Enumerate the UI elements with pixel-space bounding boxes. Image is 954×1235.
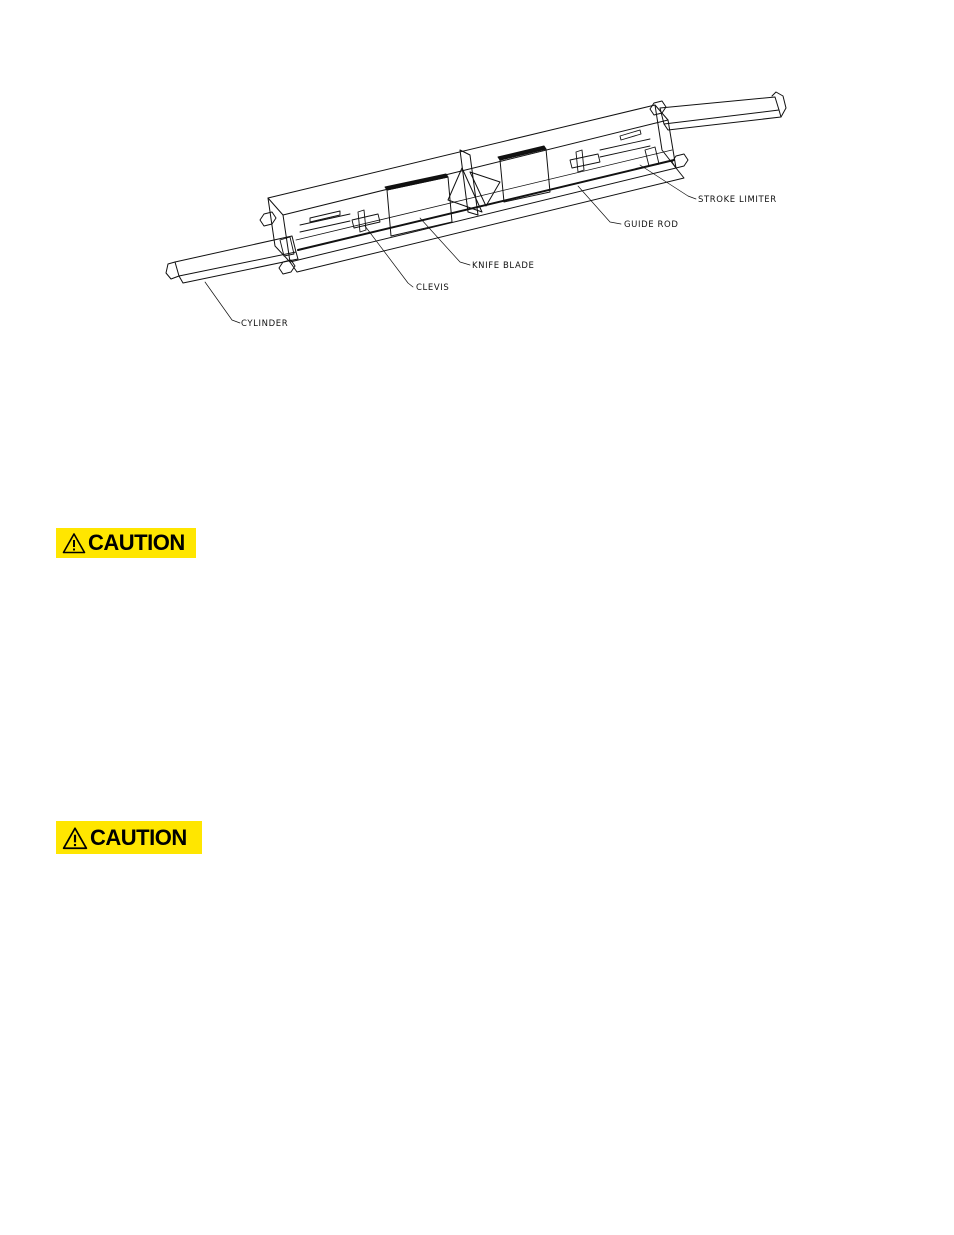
caution-label (56, 528, 196, 558)
callout-clevis: CLEVIS (416, 283, 450, 293)
right-cylinder (660, 92, 786, 130)
caution-text: CAUTION (90, 824, 187, 850)
internal-hardware (280, 130, 659, 256)
callout-guide-rod: GUIDE ROD (624, 220, 679, 230)
warning-triangle-icon (62, 532, 86, 554)
caution-text: CAUTION (88, 530, 185, 555)
caution-label (56, 821, 202, 854)
left-cylinder (166, 236, 298, 283)
leader-lines (205, 165, 696, 323)
callout-stroke-limiter: STROKE LIMITER (698, 195, 777, 205)
knife-gate-assembly-drawing (0, 0, 954, 360)
frame (268, 105, 684, 272)
warning-triangle-icon (62, 826, 88, 850)
callout-knife-blade: KNIFE BLADE (472, 261, 535, 271)
callout-cylinder: CYLINDER (241, 319, 289, 329)
